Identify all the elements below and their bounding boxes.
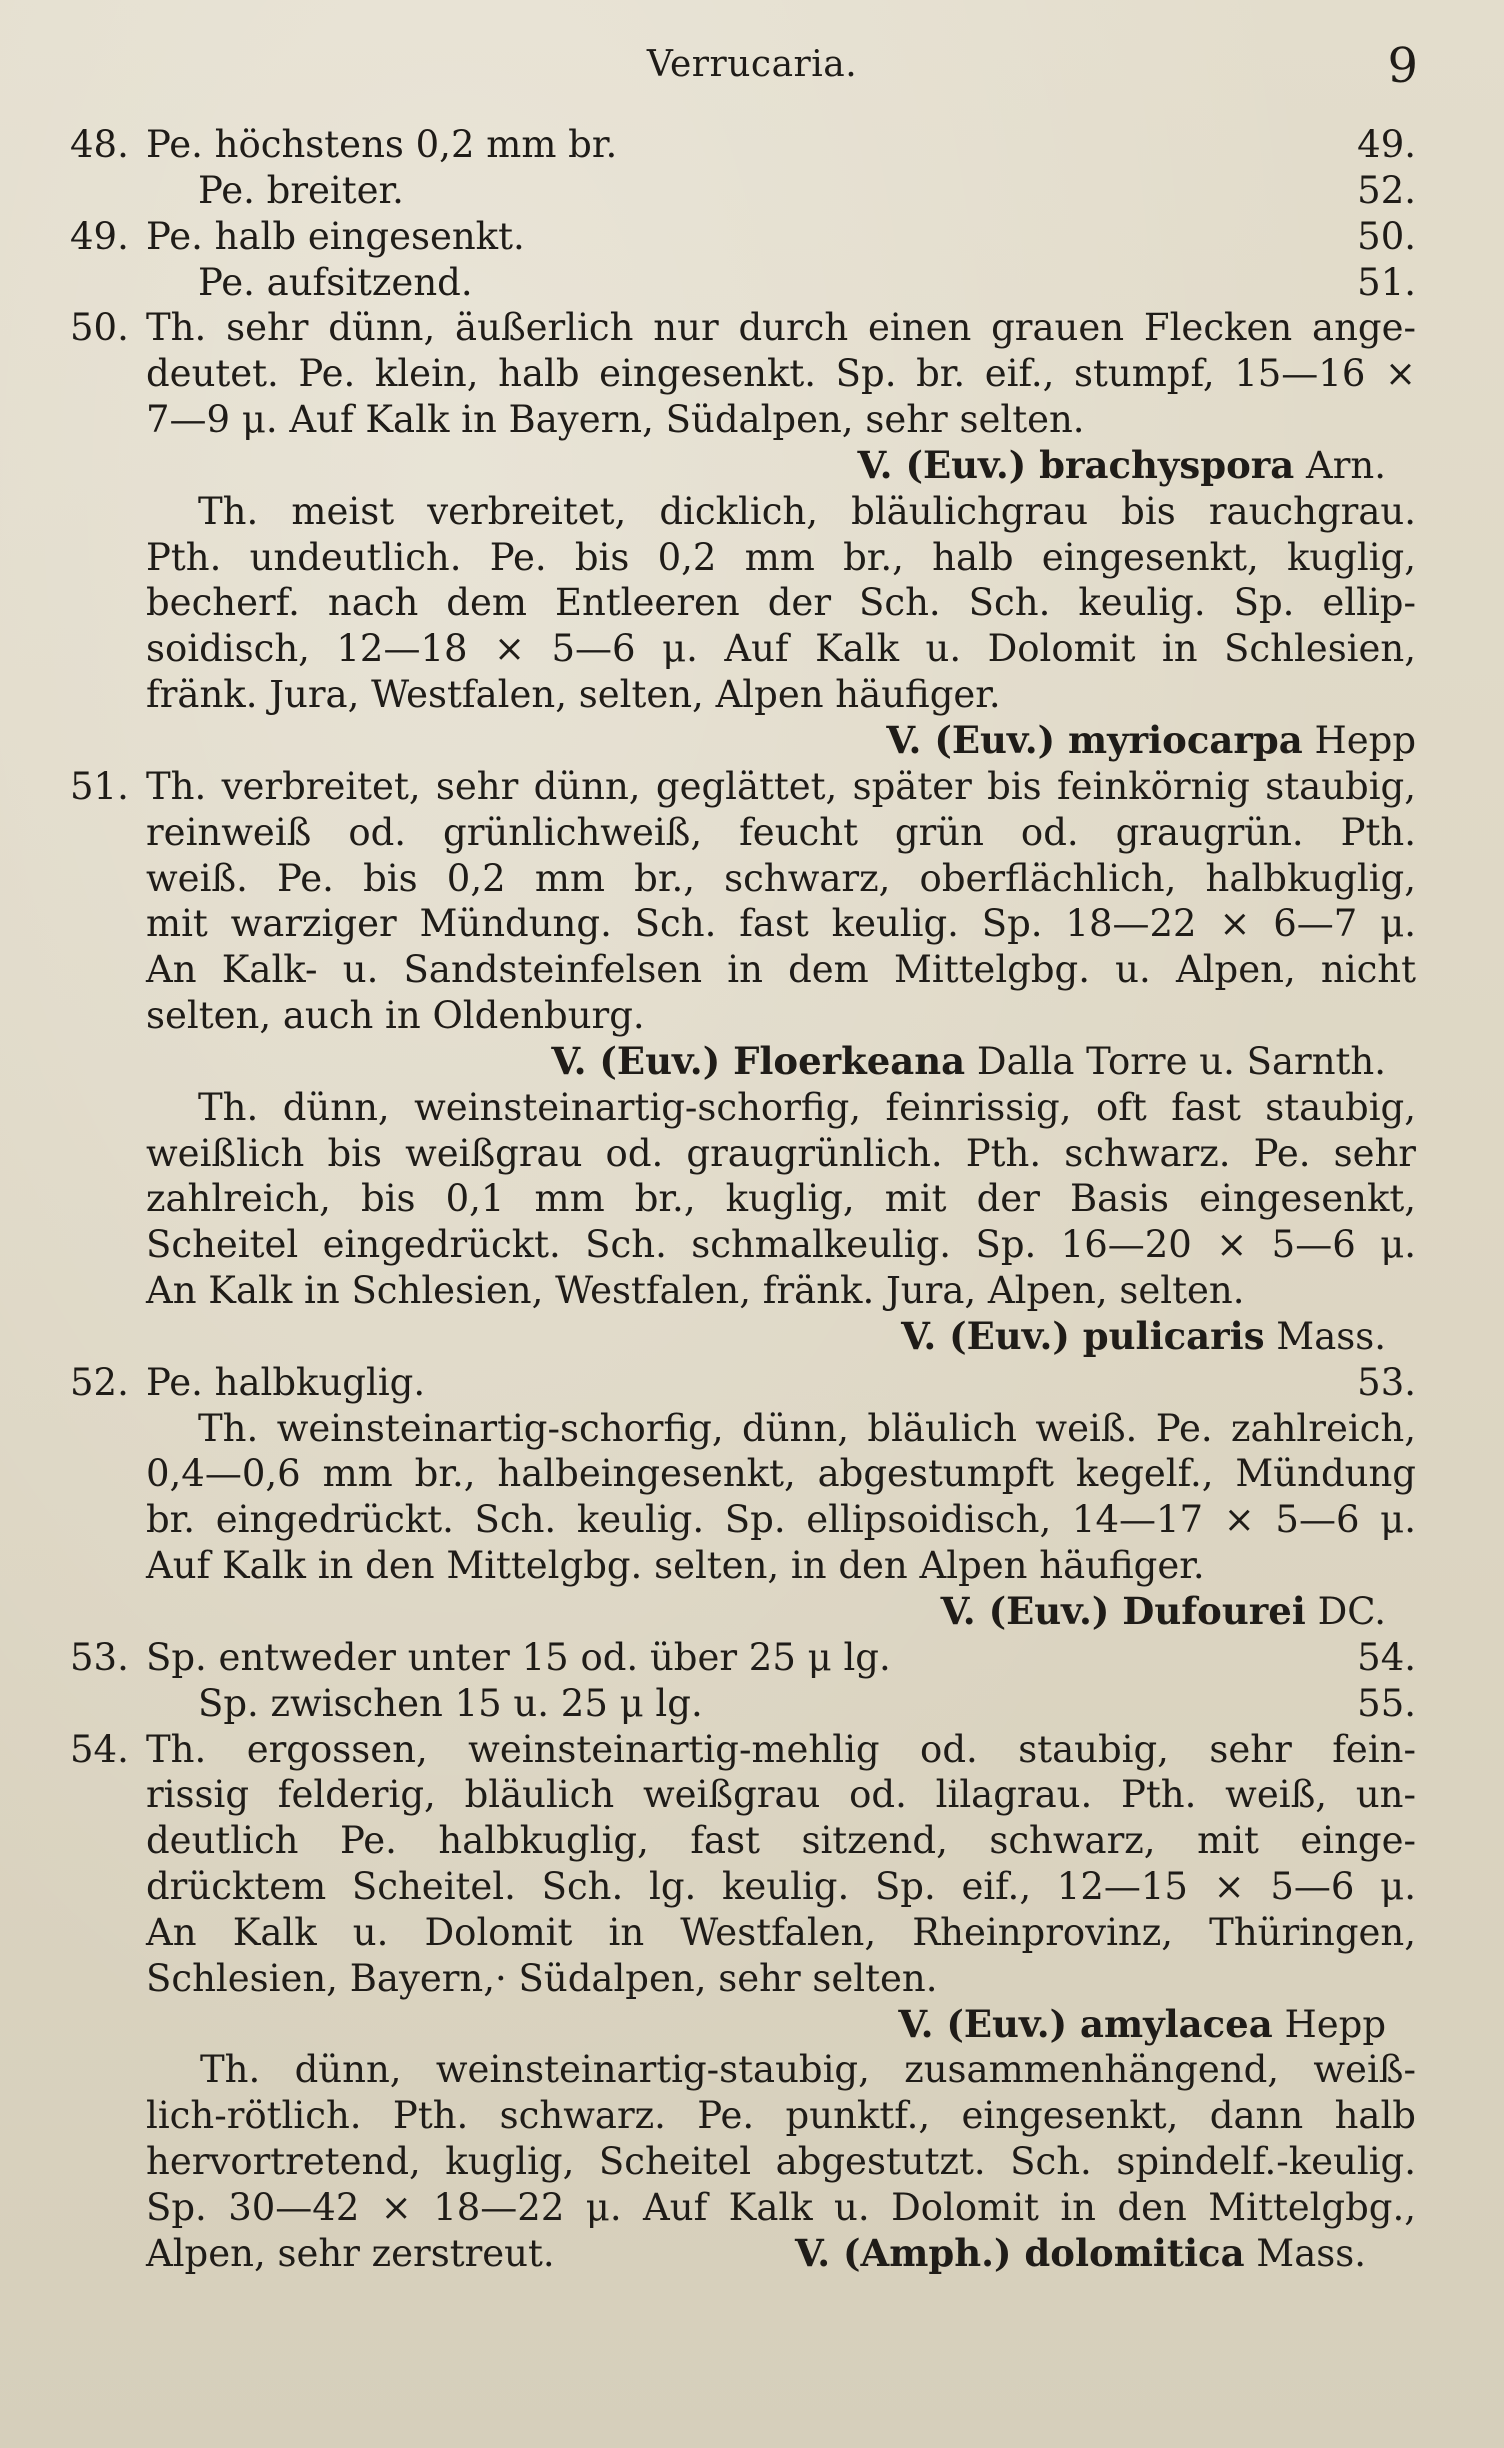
species-author: Dalla Torre u. Sarnth. [965,1039,1386,1083]
species-author: Arn. [1294,443,1386,487]
text-line [0,168,1504,214]
species-name-line [146,1039,1386,1085]
text-line [0,2139,1504,2185]
text-line [0,489,1504,535]
species-name-line [146,718,1416,764]
text-line [0,1451,1504,1497]
line-text: Th. dünn, weinsteinartig-staubig, zusammenhängend, weiß- [200,2048,1416,2092]
couplet-reference: 54. [1357,1635,1416,1679]
line-text: Pe. halb eingesenkt. [146,214,525,258]
genus-subgenus: V. (Euv.) [551,1038,734,1083]
text-line [0,1910,1504,1956]
text-line [0,1635,1504,1681]
text-line [0,1039,1504,1085]
line-text: zahlreich, bis 0,1 mm br., kuglig, mit der Basis eingesenkt, [146,1177,1416,1221]
couplet-number: 52. [70,1360,129,1404]
species-epithet: Dufourei [1122,1589,1306,1633]
text-line [0,1222,1504,1268]
text-line [0,260,1504,306]
page-header [0,38,1504,104]
species-name-inline [795,2231,1366,2277]
text-line [0,2231,1504,2277]
text-line [0,764,1504,810]
couplet-reference: 50. [1357,214,1416,258]
text-line [0,626,1504,672]
line-text: 7—9 μ. Auf Kalk in Bayern, Südalpen, sehr selten. [146,398,1085,442]
line-text: Alpen, sehr zerstreut. [146,2231,555,2275]
text-line [0,580,1504,626]
line-text: becherf. nach dem Entleeren der Sch. Sch. keulig. Sp. ellip- [146,581,1416,625]
line-text: deutlich Pe. halbkuglig, fast sitzend, schwarz, mit einge- [146,1819,1416,1863]
couplet-reference: 49. [1357,123,1416,166]
text-line [0,856,1504,902]
species-author: Mass. [1264,1314,1386,1358]
line-text: Th. sehr dünn, äußerlich nur durch einen grauen Flecken ange- [146,306,1416,350]
line-text: rissig felderig, bläulich weißgrau od. lilagrau. Pth. weiß, un- [146,1773,1416,1817]
text-line [0,1268,1504,1314]
species-author: Hepp [1272,2002,1386,2046]
text-line [0,1176,1504,1222]
text-line [0,122,1504,168]
text-line [0,718,1504,764]
species-name-line [146,1589,1386,1635]
text-line [0,1589,1504,1635]
couplet-number: 54. [70,1727,129,1771]
line-text: deutet. Pe. klein, halb eingesenkt. Sp. br. eif., stumpf, 15—16 × [146,352,1416,396]
line-text: Pth. undeutlich. Pe. bis 0,2 mm br., halb eingesenkt, kuglig, [146,535,1416,579]
species-name-line [146,2002,1386,2048]
genus-subgenus: V. (Euv.) [940,1589,1123,1633]
couplet-reference: 52. [1357,168,1416,212]
text-line [0,2185,1504,2231]
text-line [0,1864,1504,1910]
genus-subgenus: V. (Euv.) [886,717,1068,762]
couplet-number: 50. [70,306,129,350]
line-text: Pe. breiter. [198,168,404,212]
genus-subgenus: V. (Amph.) [794,2230,1025,2275]
line-text: mit warziger Mündung. Sch. fast keulig. Sp. 18—22 × 6—7 μ. [146,902,1416,946]
text-line [0,1681,1504,1727]
line-text: 0,4—0,6 mm br., halbeingesenkt, abgestumpft kegelf., Mündung [146,1452,1416,1496]
line-text: Sp. entweder unter 15 od. über 25 μ lg. [146,1635,891,1679]
line-text: Th. dünn, weinsteinartig-schorfig, feinrissig, oft fast staubig, [198,1085,1416,1129]
couplet-number: 51. [70,764,129,808]
line-text: Pe. halbkuglig. [146,1360,426,1404]
page-number: 9 [1387,38,1418,94]
genus-subgenus: V. (Euv.) [857,442,1040,487]
text-line [0,1956,1504,2002]
line-text: Th. weinsteinartig-schorfig, dünn, bläulich weiß. Pe. zahlreich, [198,1406,1416,1450]
text-line [0,901,1504,947]
text-line [0,305,1504,351]
species-epithet: Floerkeana [733,1038,966,1083]
text-line [0,947,1504,993]
line-text: Th. ergossen, weinsteinartig-mehlig od. staubig, sehr fein- [146,1727,1416,1771]
text-line [0,1131,1504,1177]
text-line [0,1543,1504,1589]
text-line [0,1085,1504,1131]
species-author: DC. [1305,1590,1386,1633]
text-line [0,1818,1504,1864]
line-text: An Kalk u. Dolomit in Westfalen, Rheinprovinz, Thüringen, [146,1910,1416,1954]
species-author: Hepp [1302,718,1416,762]
couplet-reference: 51. [1357,260,1416,304]
text-line [0,214,1504,260]
genus-subgenus: V. (Euv.) [898,2001,1080,2046]
species-name-line [146,443,1386,489]
line-text: Sp. zwischen 15 u. 25 μ lg. [198,1681,703,1725]
line-text: Th. verbreitet, sehr dünn, geglättet, später bis feinkörnig staubig, [146,764,1416,808]
line-text: Sp. 30—42 × 18—22 μ. Auf Kalk u. Dolomit in den Mittelgbg., [146,2185,1416,2229]
species-epithet: dolomitica [1024,2230,1245,2275]
text-line [0,1360,1504,1406]
text-line [0,1314,1504,1360]
species-name-line [146,1314,1386,1360]
line-text: An Kalk- u. Sandsteinfelsen in dem Mittelgbg. u. Alpen, nicht [146,948,1416,992]
species-epithet: pulicaris [1082,1313,1265,1358]
text-line [0,2047,1504,2093]
species-epithet: brachyspora [1039,442,1295,487]
couplet-reference: 55. [1357,1681,1416,1725]
species-epithet: amylacea [1080,2001,1273,2046]
text-line [0,810,1504,856]
couplet-number: 49. [70,214,129,258]
line-text: lich-rötlich. Pth. schwarz. Pe. punktf., eingesenkt, dann halb [146,2094,1416,2138]
line-text: selten, auch in Oldenburg. [146,994,645,1038]
text-line [0,443,1504,489]
couplet-reference: 53. [1357,1360,1416,1404]
line-text: Pe. aufsitzend. [198,260,473,304]
text-line [0,1406,1504,1452]
species-author: Mass. [1244,2231,1366,2275]
couplet-number: 48. [70,123,129,166]
genus-subgenus: V. (Euv.) [901,1313,1083,1358]
line-text: weißlich bis weißgrau od. graugrünlich. Pth. schwarz. Pe. sehr [146,1131,1416,1175]
line-text: reinweiß od. grünlichweiß, feucht grün od. graugrün. Pth. [146,810,1416,854]
text-line [0,1727,1504,1773]
text-line [0,1772,1504,1818]
species-epithet: myriocarpa [1067,717,1303,762]
line-text: soidisch, 12—18 × 5—6 μ. Auf Kalk u. Dolomit in Schlesien, [146,627,1416,671]
line-text: Scheitel eingedrückt. Sch. schmalkeulig. Sp. 16—20 × 5—6 μ. [146,1223,1416,1267]
line-text: Auf Kalk in den Mittelgbg. selten, in den Alpen häufiger. [146,1544,1205,1588]
line-text: weiß. Pe. bis 0,2 mm br., schwarz, oberflächlich, halbkuglig, [146,856,1416,900]
line-text: br. eingedrückt. Sch. keulig. Sp. ellipsoidisch, 14—17 × 5—6 μ. [146,1498,1416,1542]
line-text: Schlesien, Bayern,· Südalpen, sehr selten. [146,1956,938,2000]
couplet-number: 53. [70,1635,129,1679]
text-line [0,351,1504,397]
line-text: drücktem Scheitel. Sch. lg. keulig. Sp. eif., 12—15 × 5—6 μ. [146,1865,1416,1909]
text-line [0,397,1504,443]
text-line [0,535,1504,581]
running-head: Verrucaria. [646,44,858,85]
text-line [0,1497,1504,1543]
line-text: fränk. Jura, Westfalen, selten, Alpen häufiger. [146,673,1001,717]
text-line [0,2002,1504,2048]
line-text: An Kalk in Schlesien, Westfalen, fränk. Jura, Alpen, selten. [146,1269,1245,1313]
line-text: hervortretend, kuglig, Scheitel abgestutzt. Sch. spindelf.-keulig. [146,2140,1416,2184]
line-text: Pe. höchstens 0,2 mm br. [146,123,618,166]
key-text [0,122,1504,2277]
text-line [0,672,1504,718]
text-line [0,2093,1504,2139]
line-text: Th. meist verbreitet, dicklich, bläulichgrau bis rauchgrau. [198,489,1416,533]
text-line [0,993,1504,1039]
